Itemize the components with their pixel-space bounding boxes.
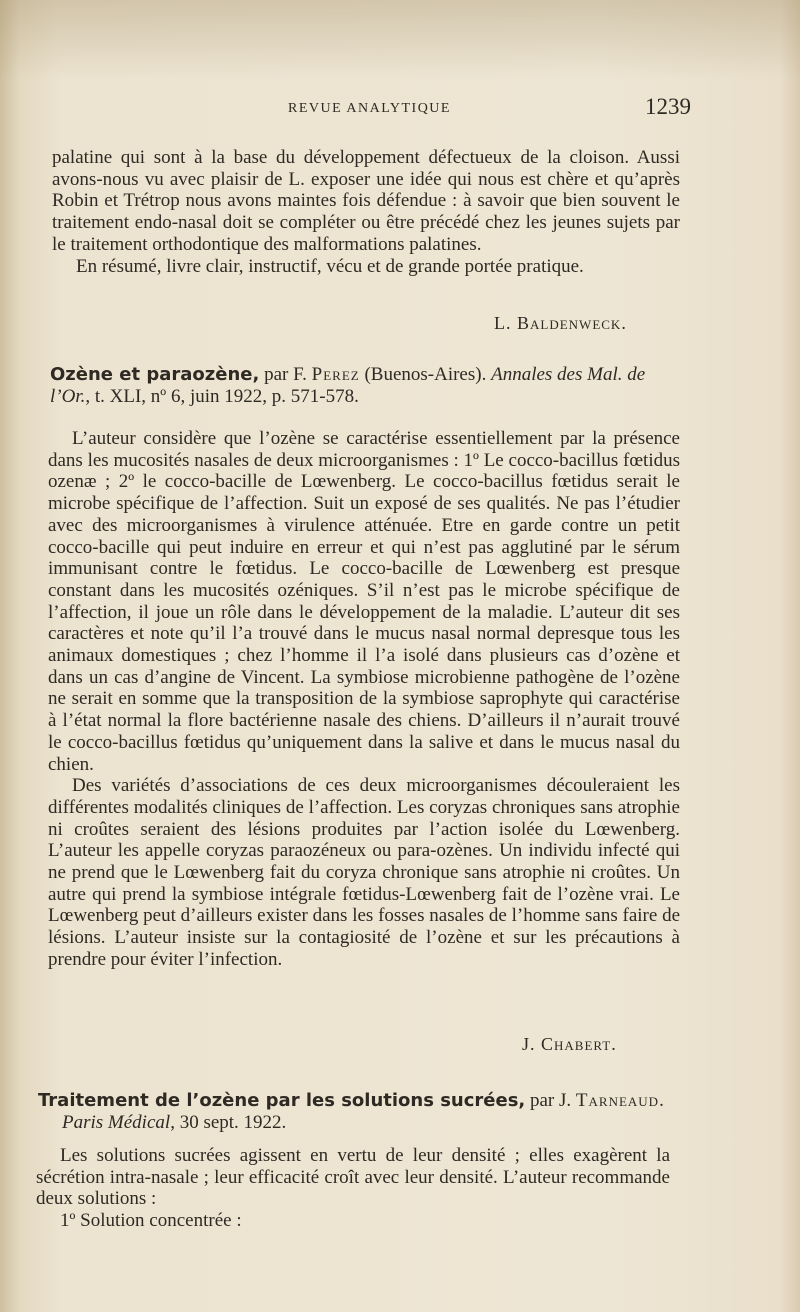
article2-title: Ozène et paraozène,	[50, 364, 260, 385]
article2-citation: , t. XLI, nº 6, juin 1922, p. 571-578.	[85, 385, 359, 407]
article2-journal: Annales des Mal. de l’Or.	[50, 364, 646, 407]
review1-paragraph-2: En résumé, livre clair, instructif, vécu et de grande portée pratique.	[76, 255, 584, 277]
article2-author-place: (Buenos-Aires).	[359, 364, 492, 385]
article2-signature: J. Chabert.	[522, 1034, 617, 1054]
article3-paragraph-1: Les solutions sucrées agissent en vertu de leur densité ; elles exagèrent la sécrétion intra-nasale ; leur efficacité croît avec leur densité. L’auteur recommande deux solutions :	[36, 1145, 670, 1210]
article3-journal: Paris Médical	[62, 1111, 171, 1133]
article3-citation: , 30 sept. 1922.	[170, 1111, 287, 1133]
article3-byline-prefix: par J.	[525, 1090, 576, 1111]
article2-paragraph-1: L’auteur considère que l’ozène se caractérise essentiellement par la présence dans les mucosités nasales de deux microorganismes : 1º Le cocco-bacillus fœtidus ozenæ ; 2º le cocco-bacille de Lœwenberg. Le cocco-bacillus fœtidus serait le microbe spécifique de l’affection. Suit un exposé de ses qualités. Ne pas l’étudier avec des microorganismes à virulence atténuée. Etre en garde contre un petit cocco-bacille qui peut induire en erreur et qui n’est pas agglutiné par le sérum immunisant contre le fœtidus. Le cocco-bacille de Lœwenberg est presque constant dans les mucosités ozéniques. S’il n’est pas le microbe spécifique de l’affection, il joue un rôle dans le développement de la maladie. L’auteur dit ses caractères et note qu’il l’a trouvé dans le mucus nasal normal depresque tous les animaux domestiques ; chez l’homme il l’a isolé dans plusieurs cas d’ozène et dans un cas d’angine de Vincent. La symbiose microbienne pathogène de l’ozène ne serait en somme que la transposition de la symbiose saprophyte qui caractérise à l’état normal la flore bactérienne nasale des chiens. D’ailleurs il n’aurait trouvé le cocco-bacillus fœtidus qu’uniquement dans la salive et dans le mucus nasal du chien.	[48, 428, 680, 775]
article3-author: Tarneaud.	[575, 1090, 665, 1111]
article2-author: Perez	[311, 364, 360, 385]
review1-body	[52, 147, 680, 277]
review1-paragraph-1: palatine qui sont à la base du développement défectueux de la cloison. Aussi avons-nous vu avec plaisir de L. exposer une idée qui nous est chère et qu’après Robin et Trétrop nous avons maintes fois défendue : à savoir que bien souvent le traitement endo-nasal doit se compléter ou être précédé chez les jeunes sujets par le traitement orthodontique des malformations palatines.	[52, 147, 680, 255]
running-title: REVUE ANALYTIQUE	[288, 101, 451, 116]
article3-title: Traitement de l’ozène par les solutions sucrées,	[38, 1090, 526, 1111]
article2-byline-prefix: par F.	[259, 364, 312, 385]
article3-heading	[38, 1090, 678, 1133]
article2-paragraph-2: Des variétés d’associations de ces deux microorganismes découleraient les différentes modalités cliniques de l’affection. Les coryzas chroniques sans atrophie ni croûtes seraient des lésions produites par l’action isolée du Lœwenberg. L’auteur les appelle coryzas paraozéneux ou para-ozènes. Un individu infecté qui ne prend que le Lœwenberg fait du coryza chronique sans atrophie ni croûtes. Un autre qui prend la symbiose intégrale fœtidus-Lœwenberg fait de l’ozène vrai. Le Lœwenberg peut d’ailleurs exister dans les fosses nasales de l’homme sans faire de lésions. L’auteur insiste sur la contagiosité de l’ozène et sur les précautions à prendre pour éviter l’infection.	[48, 775, 680, 970]
article2-body	[48, 428, 680, 971]
page-number: 1239	[645, 94, 691, 119]
article3-paragraph-2: 1º Solution concentrée :	[60, 1210, 242, 1232]
review1-signature: L. Baldenweck.	[494, 313, 627, 333]
article3-body	[36, 1145, 670, 1232]
article2-heading	[50, 364, 680, 407]
